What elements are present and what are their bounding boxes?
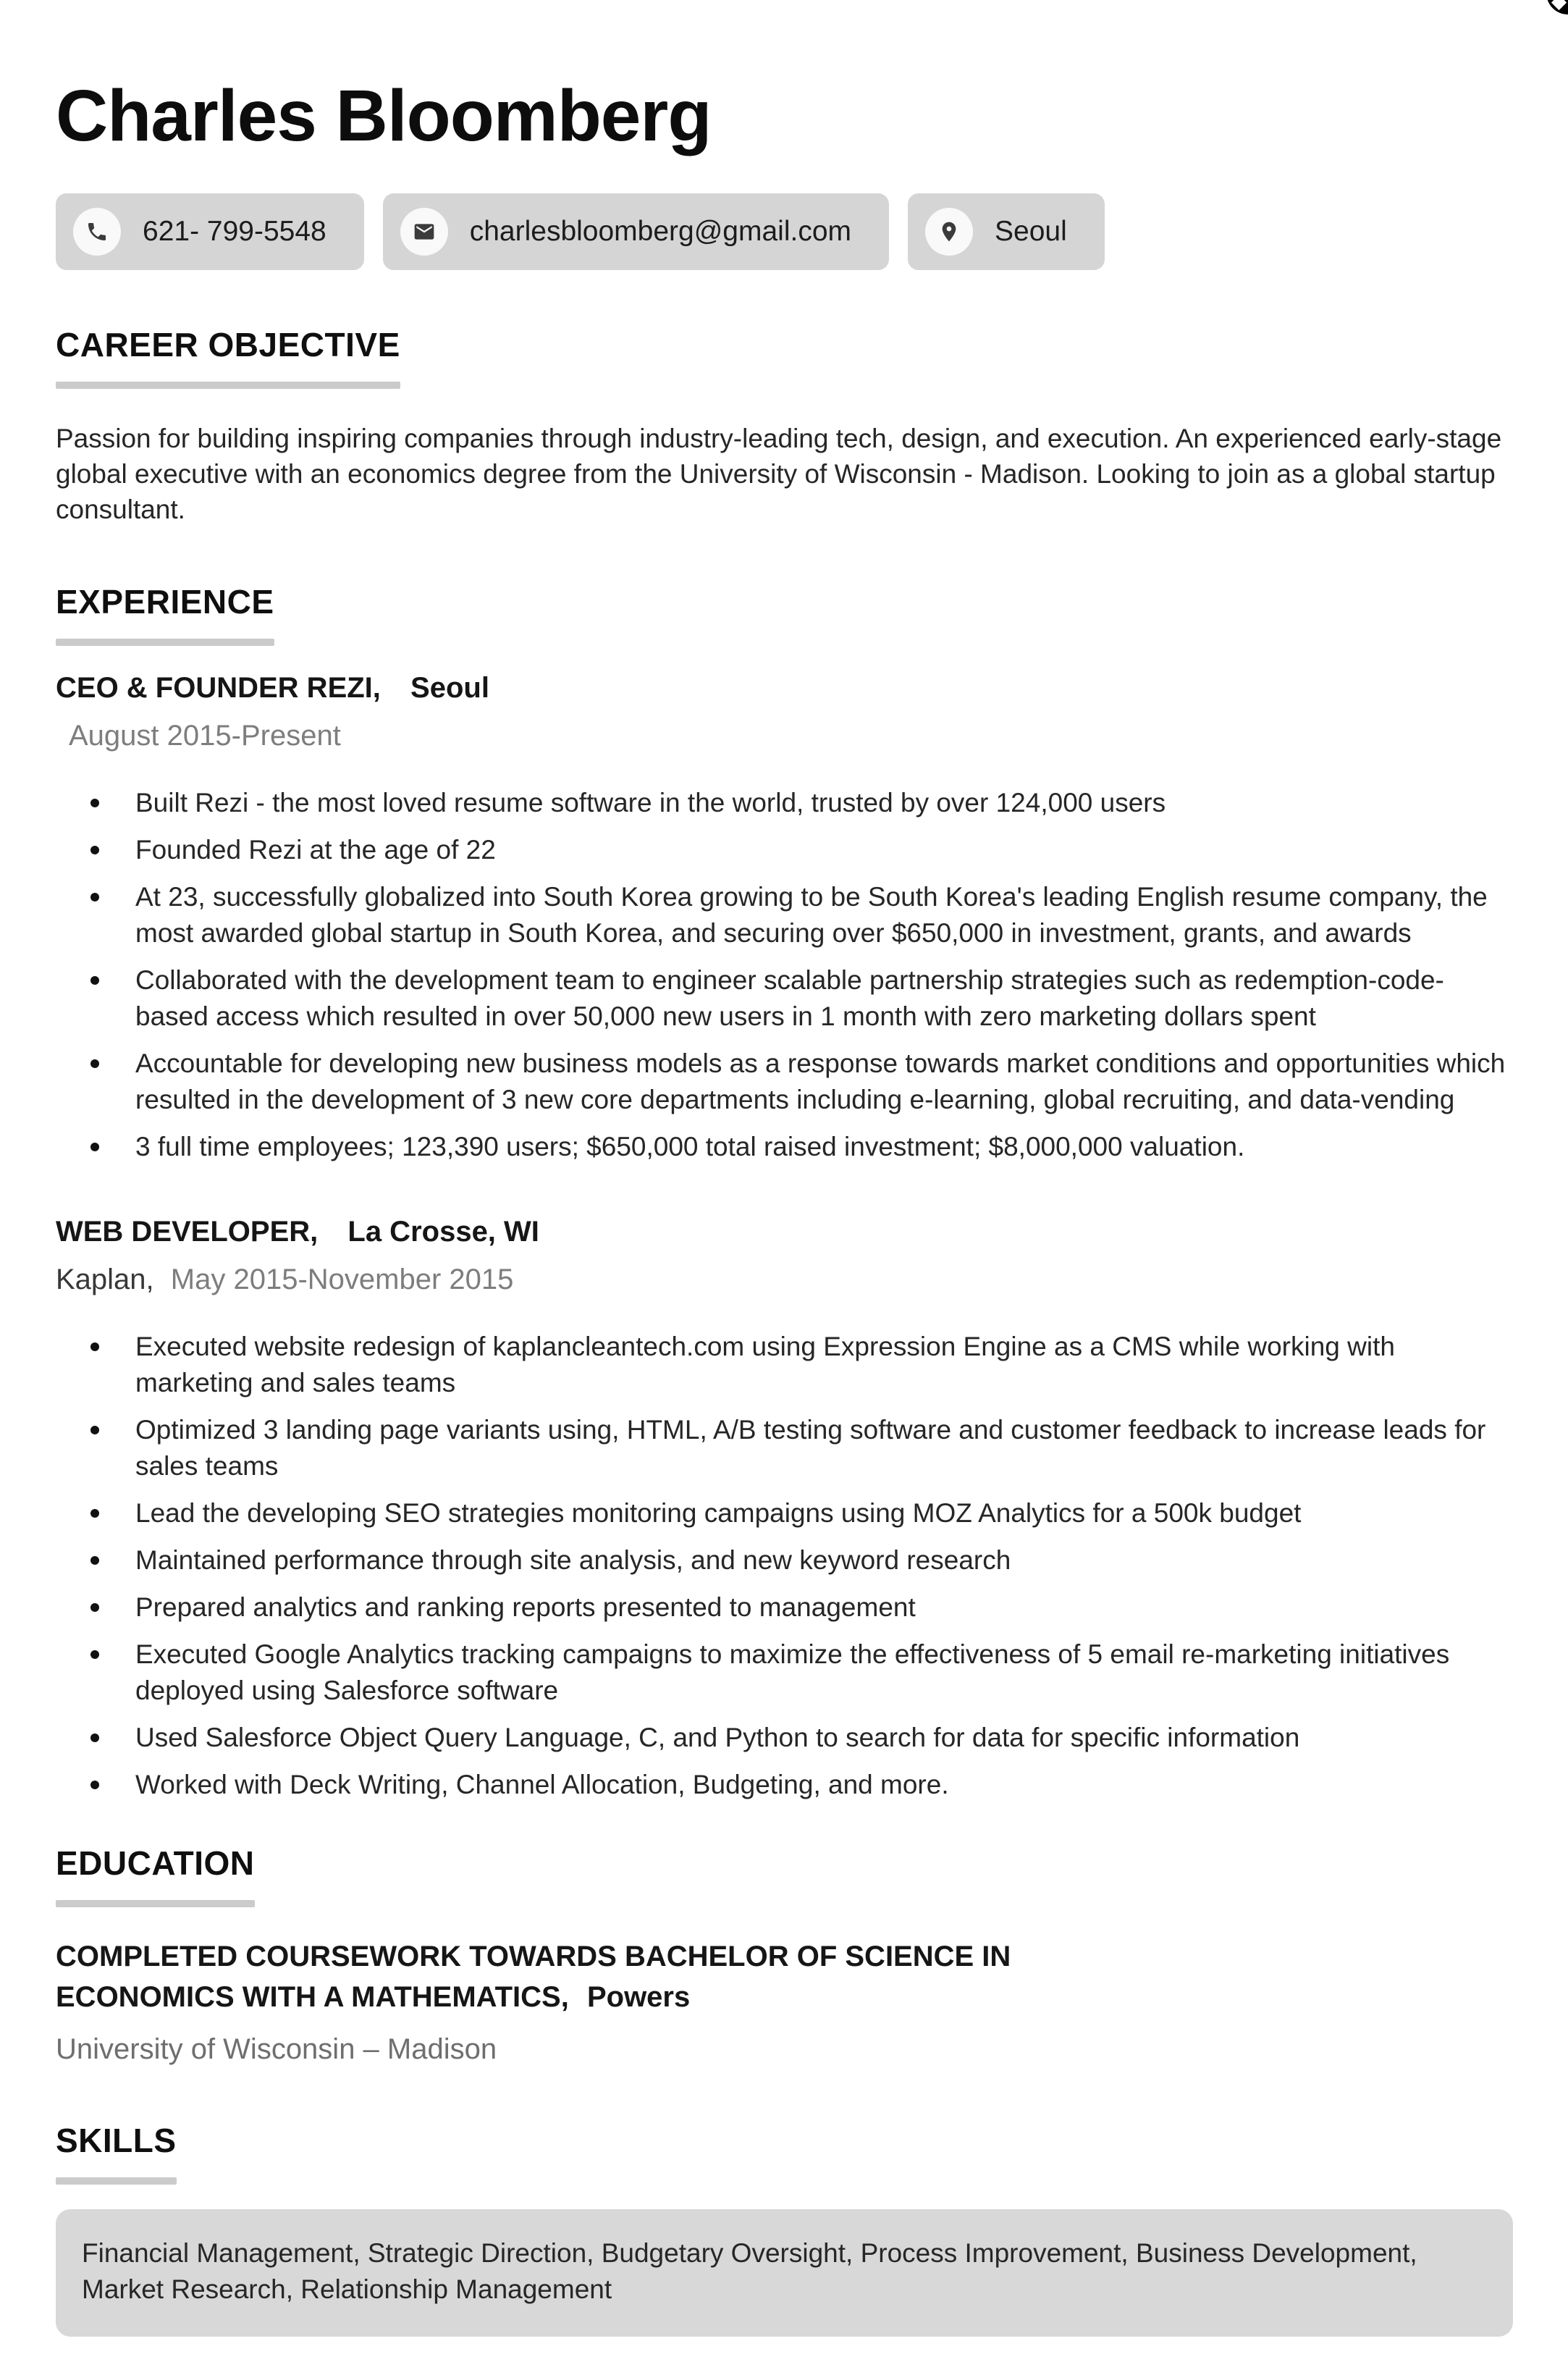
bullet-item: Founded Rezi at the age of 22 (56, 832, 1513, 868)
job-title (56, 671, 1513, 705)
bullet-item: Prepared analytics and ranking reports presented to management (56, 1589, 1513, 1626)
phone-pill (56, 193, 364, 270)
degree-text (56, 1936, 1062, 2017)
education-title: EDUCATION (56, 1846, 255, 1907)
job-location: La Crosse, WI (347, 1216, 539, 1248)
school-name: University of Wisconsin – Madison (56, 2033, 497, 2065)
email-address: charlesbloomberg@gmail.com (469, 216, 852, 247)
bullet-item: Maintained performance through site analysis, and new keyword research (56, 1542, 1513, 1579)
job-role: WEB DEVELOPER, (56, 1216, 319, 1248)
experience-title: EXPERIENCE (56, 585, 274, 646)
job-meta (56, 718, 1513, 753)
education-section (56, 1846, 1513, 2066)
bullet-item: Used Salesforce Object Query Language, C, and Python to search for data for specific information (56, 1720, 1513, 1756)
job-meta (56, 1262, 1513, 1297)
skills-section (56, 2124, 1513, 2337)
bullet-item: Lead the developing SEO strategies monitoring campaigns using MOZ Analytics for a 500k budget (56, 1495, 1513, 1531)
contact-bar (56, 193, 1513, 270)
job-role: CEO & FOUNDER REZI, (56, 672, 381, 704)
skills-title: SKILLS (56, 2124, 177, 2185)
job-bullet-list (56, 1329, 1513, 1803)
career-objective-text: Passion for building inspiring companies through industry-leading tech, design, and execution. An experienced early-stage global executive with an economics degree from the University of Wisconsin - Madison. Looking to join as a global startup consultant. (56, 424, 1502, 524)
bullet-item: Worked with Deck Writing, Channel Allocation, Budgeting, and more. (56, 1767, 1513, 1803)
name-heading: Charles Bloomberg (56, 75, 712, 156)
phone-icon (73, 208, 121, 256)
bullet-item: Executed Google Analytics tracking campaigns to maximize the effectiveness of 5 email re-marketing initiatives deployed using Salesforce software (56, 1636, 1513, 1709)
job-dates: August 2015-Present (69, 720, 341, 752)
email-icon (400, 208, 448, 256)
bullet-item: Accountable for developing new business models as a response towards market conditions and opportunities which resulted in the development of 3 new core departments including e-learning, global recruiting, and data-vending (56, 1046, 1513, 1118)
education-location: Powers (586, 1981, 691, 2013)
job-dates: May 2015-November 2015 (170, 1264, 514, 1295)
email-pill (383, 193, 889, 270)
bullet-item: Optimized 3 landing page variants using, HTML, A/B testing software and customer feedback to increase leads for sales teams (56, 1412, 1513, 1484)
bullet-item: Executed website redesign of kaplancleantech.com using Expression Engine as a CMS while working with marketing and sales teams (56, 1329, 1513, 1401)
phone-number: 621- 799-5548 (143, 216, 326, 247)
corner-logo-badge (1546, 0, 1568, 14)
degree-name: COMPLETED COURSEWORK TOWARDS BACHELOR OF SCIENCE IN ECONOMICS WITH A MATHEMATICS, (56, 1941, 1011, 2013)
location-pill (908, 193, 1105, 270)
location-pin-icon (925, 208, 973, 256)
bullet-item: 3 full time employees; 123,390 users; $650,000 total raised investment; $8,000,000 valuation. (56, 1129, 1513, 1165)
job-entry-rezi (56, 671, 1513, 1165)
job-title (56, 1214, 1513, 1249)
job-location: Seoul (410, 672, 489, 704)
experience-section (56, 585, 1513, 1803)
career-objective-title: CAREER OBJECTIVE (56, 328, 400, 389)
job-entry-kaplan (56, 1214, 1513, 1803)
job-company: Kaplan, (56, 1264, 154, 1295)
skills-box (56, 2209, 1513, 2337)
job-bullet-list (56, 785, 1513, 1165)
location-text: Seoul (995, 216, 1067, 247)
bullet-item: Collaborated with the development team to engineer scalable partnership strategies such as redemption-code-based access which resulted in over 50,000 new users in 1 month with zero marketing dollars spent (56, 962, 1513, 1035)
bullet-item: At 23, successfully globalized into South Korea growing to be South Korea's leading English resume company, the most awarded global startup in South Korea, and securing over $650,000 in investment, grants, and awards (56, 879, 1513, 951)
bullet-item: Built Rezi - the most loved resume software in the world, trusted by over 124,000 users (56, 785, 1513, 821)
career-objective-section (56, 328, 1513, 527)
skills-text: Financial Management, Strategic Direction, Budgetary Oversight, Process Improvement, Business Development, Market Research, Relationship Management (82, 2238, 1417, 2304)
